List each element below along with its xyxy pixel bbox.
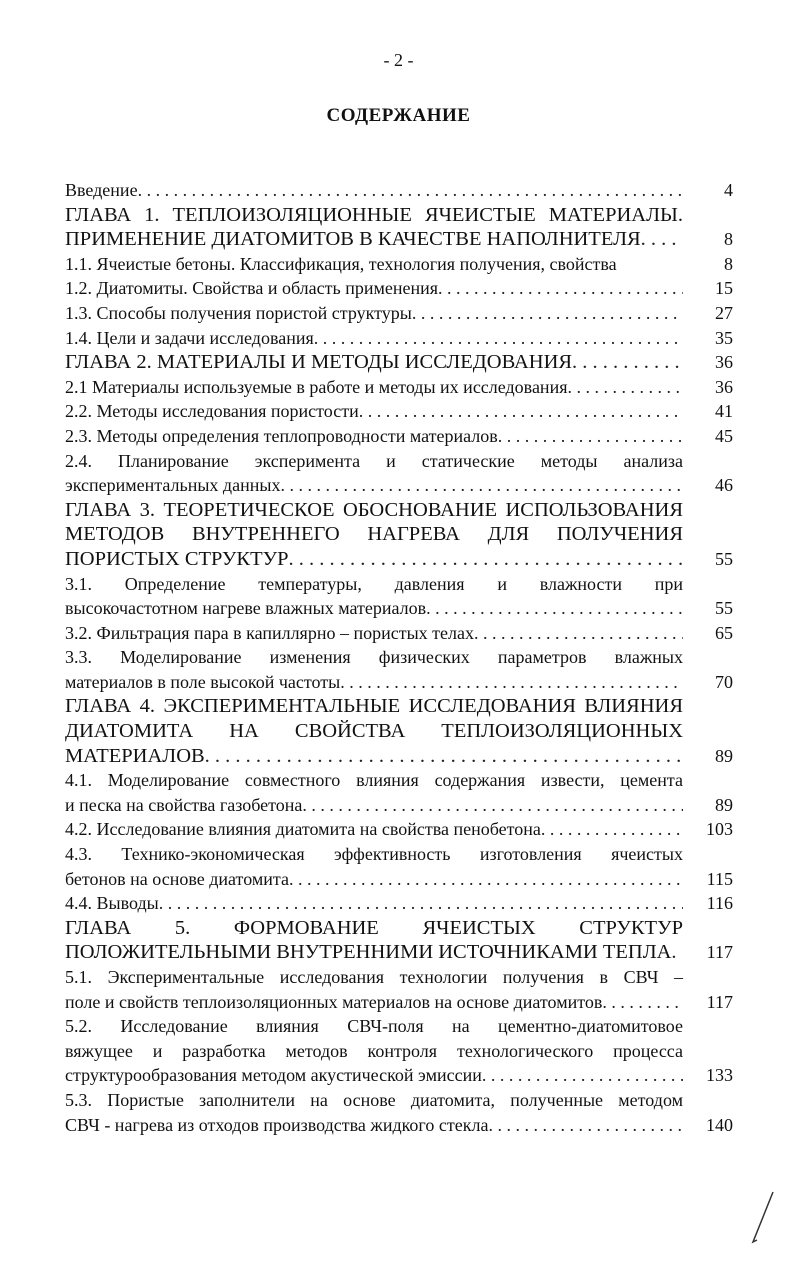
toc-entry-text: экспериментальных данных — [65, 475, 281, 496]
toc-page-number: 89 — [715, 794, 733, 815]
toc-entry — [65, 621, 733, 646]
leader-dots — [280, 473, 683, 498]
toc-page-number: 116 — [706, 893, 733, 914]
toc-entry-text: 3.1. Определение температуры, давления и влажности при — [65, 573, 683, 594]
page-number: - 2 - — [383, 50, 414, 70]
toc-entry-text: 4.4. Выводы — [65, 893, 159, 914]
leader-dots — [426, 596, 683, 621]
leader-dots — [340, 670, 683, 695]
toc-entry — [65, 891, 733, 916]
toc-page-number: 115 — [706, 868, 733, 889]
toc-entry — [65, 178, 733, 203]
leader-dots — [498, 424, 683, 449]
toc-entry — [65, 301, 733, 326]
toc-entry — [65, 1014, 733, 1088]
toc-entry — [65, 572, 733, 621]
toc-entry-text: бетонов на основе диатомита — [65, 868, 289, 889]
toc-page-number: 45 — [715, 425, 733, 446]
toc-entry-text: МАТЕРИАЛОВ — [65, 744, 205, 767]
leader-dots — [359, 399, 683, 424]
toc-entry-text: Введение — [65, 180, 138, 200]
toc-entry-text: 5.3. Пористые заполнители на основе диатомита, полученные методом — [65, 1089, 683, 1110]
toc-entry-text: ДИАТОМИТА НА СВОЙСТВА ТЕПЛОИЗОЛЯЦИОННЫХ — [65, 720, 683, 743]
toc-entry-text: и песка на свойства газобетона — [65, 794, 303, 815]
toc-entry-text: ГЛАВА 3. ТЕОРЕТИЧЕСКОЕ ОБОСНОВАНИЕ ИСПОЛЬЗОВАНИЯ — [65, 498, 683, 521]
toc-entry-text: материалов в поле высокой частоты — [65, 671, 341, 692]
toc-page-number: 36 — [715, 352, 733, 373]
toc-page-number: 55 — [715, 548, 733, 569]
toc-page-number: 65 — [715, 622, 733, 643]
toc-entry-text: 3.2. Фильтрация пара в капиллярно – пористых телах — [65, 622, 474, 643]
toc-page-number: 133 — [706, 1065, 733, 1086]
leader-dots — [488, 1113, 683, 1138]
leader-dots — [474, 621, 683, 646]
toc-page-number: 55 — [715, 598, 733, 619]
toc-entry-text: 4.1. Моделирование совместного влияния содержания извести, цемента — [65, 770, 683, 791]
toc-entry — [65, 842, 733, 891]
toc-entry — [65, 449, 733, 498]
toc-entry — [65, 817, 733, 842]
toc-entry-text: вяжущее и разработка методов контроля технологического процесса — [65, 1040, 683, 1061]
toc-entry — [65, 252, 733, 277]
leader-dots — [205, 744, 683, 769]
leader-dots — [541, 817, 683, 842]
toc-chapter — [65, 350, 733, 375]
leader-dots — [572, 350, 683, 375]
toc-page-number: 46 — [715, 475, 733, 496]
toc-entry — [65, 399, 733, 424]
leader-dots — [412, 301, 683, 326]
toc-page-number: 4 — [724, 180, 733, 200]
leader-dots — [438, 276, 683, 301]
toc-entry-text: 1.4. Цели и задачи исследования — [65, 327, 314, 348]
toc-page-number: 89 — [715, 745, 733, 766]
toc-entry-text: ГЛАВА 2. МАТЕРИАЛЫ И МЕТОДЫ ИССЛЕДОВАНИЯ — [65, 351, 573, 374]
toc-chapter — [65, 916, 733, 965]
toc-entry — [65, 276, 733, 301]
toc-page-number: 35 — [715, 327, 733, 348]
toc-page-number: 70 — [715, 671, 733, 692]
toc-entry-text: 1.1. Ячеистые бетоны. Классификация, технология получения, свойства — [65, 253, 617, 274]
page-title: СОДЕРЖАНИЕ — [326, 105, 471, 126]
pen-mark — [747, 1190, 777, 1250]
leader-dots — [482, 1063, 683, 1088]
toc-page-number: 36 — [715, 376, 733, 397]
table-of-contents — [65, 178, 733, 1137]
toc-entry-text: структурообразования методом акустической эмиссии — [65, 1065, 482, 1086]
toc-entry-text: ПОЛОЖИТЕЛЬНЫМИ ВНУТРЕННИМИ ИСТОЧНИКАМИ ТЕПЛА — [65, 941, 672, 964]
toc-page-number: 8 — [724, 253, 733, 274]
toc-page-number: 15 — [715, 278, 733, 299]
toc-entry-text: ГЛАВА 1. ТЕПЛОИЗОЛЯЦИОННЫЕ ЯЧЕИСТЫЕ МАТЕРИАЛЫ. — [65, 203, 683, 226]
toc-entry-text: ПОРИСТЫХ СТРУКТУР — [65, 547, 289, 570]
leader-dots — [641, 227, 683, 252]
leader-dots — [159, 891, 683, 916]
toc-entry-text: 2.2. Методы исследования пористости — [65, 401, 359, 422]
leader-dots — [314, 326, 683, 351]
leader-dots — [138, 178, 683, 203]
toc-page-number: 8 — [724, 229, 733, 250]
leader-dots — [602, 990, 683, 1015]
leader-dots — [567, 375, 683, 400]
toc-entry-text: высокочастотном нагреве влажных материалов — [65, 598, 427, 619]
toc-entry — [65, 1088, 733, 1137]
toc-entry — [65, 375, 733, 400]
toc-entry-text: ПРИМЕНЕНИЕ ДИАТОМИТОВ В КАЧЕСТВЕ НАПОЛНИТЕЛЯ — [65, 228, 641, 251]
leader-dots — [289, 867, 683, 892]
toc-chapter — [65, 694, 733, 768]
toc-entry — [65, 965, 733, 1014]
toc-entry-text: СВЧ - нагрева из отходов производства жидкого стекла — [65, 1114, 489, 1135]
toc-entry-text: 2.4. Планирование эксперимента и статические методы анализа — [65, 450, 683, 471]
toc-entry — [65, 768, 733, 817]
toc-entry — [65, 326, 733, 351]
toc-entry-text: МЕТОДОВ ВНУТРЕННЕГО НАГРЕВА ДЛЯ ПОЛУЧЕНИЯ — [65, 523, 683, 546]
toc-entry-text: 4.3. Технико-экономическая эффективность изготовления ячеистых — [65, 844, 683, 865]
toc-entry — [65, 424, 733, 449]
toc-page-number: 117 — [706, 991, 733, 1012]
toc-entry-text: 2.3. Методы определения теплопроводности материалов — [65, 425, 498, 446]
toc-entry-text: 4.2. Исследование влияния диатомита на свойства пенобетона — [65, 819, 541, 840]
toc-entry-text: поле и свойств теплоизоляционных материалов на основе диатомитов — [65, 991, 603, 1012]
toc-entry-text: 1.2. Диатомиты. Свойства и область применения — [65, 278, 439, 299]
leader-dots — [302, 793, 683, 818]
toc-entry-text: 3.3. Моделирование изменения физических параметров влажных — [65, 647, 683, 668]
toc-entry-text: ГЛАВА 5. ФОРМОВАНИЕ ЯЧЕИСТЫХ СТРУКТУР — [65, 916, 683, 939]
toc-entry-text: 1.3. Способы получения пористой структуры — [65, 302, 412, 323]
toc-entry-text: 5.1. Экспериментальные исследования технологии получения в СВЧ – — [65, 967, 683, 987]
toc-page-number: 41 — [715, 401, 733, 422]
toc-entry-text: 5.2. Исследование влияния СВЧ-поля на цементно-диатомитовое — [65, 1016, 683, 1037]
toc-entry-text: ГЛАВА 4. ЭКСПЕРИМЕНТАЛЬНЫЕ ИССЛЕДОВАНИЯ ВЛИЯНИЯ — [65, 695, 683, 718]
toc-entry — [65, 645, 733, 694]
toc-chapter — [65, 203, 733, 252]
toc-page-number: 140 — [706, 1114, 733, 1135]
toc-page-number: 27 — [715, 302, 733, 323]
leader-dots — [671, 940, 683, 965]
toc-chapter — [65, 498, 733, 572]
leader-dots — [289, 547, 683, 572]
toc-entry-text: 2.1 Материалы используемые в работе и методы их исследования — [65, 376, 568, 397]
toc-page-number: 117 — [706, 942, 733, 963]
toc-page-number: 103 — [706, 819, 733, 840]
